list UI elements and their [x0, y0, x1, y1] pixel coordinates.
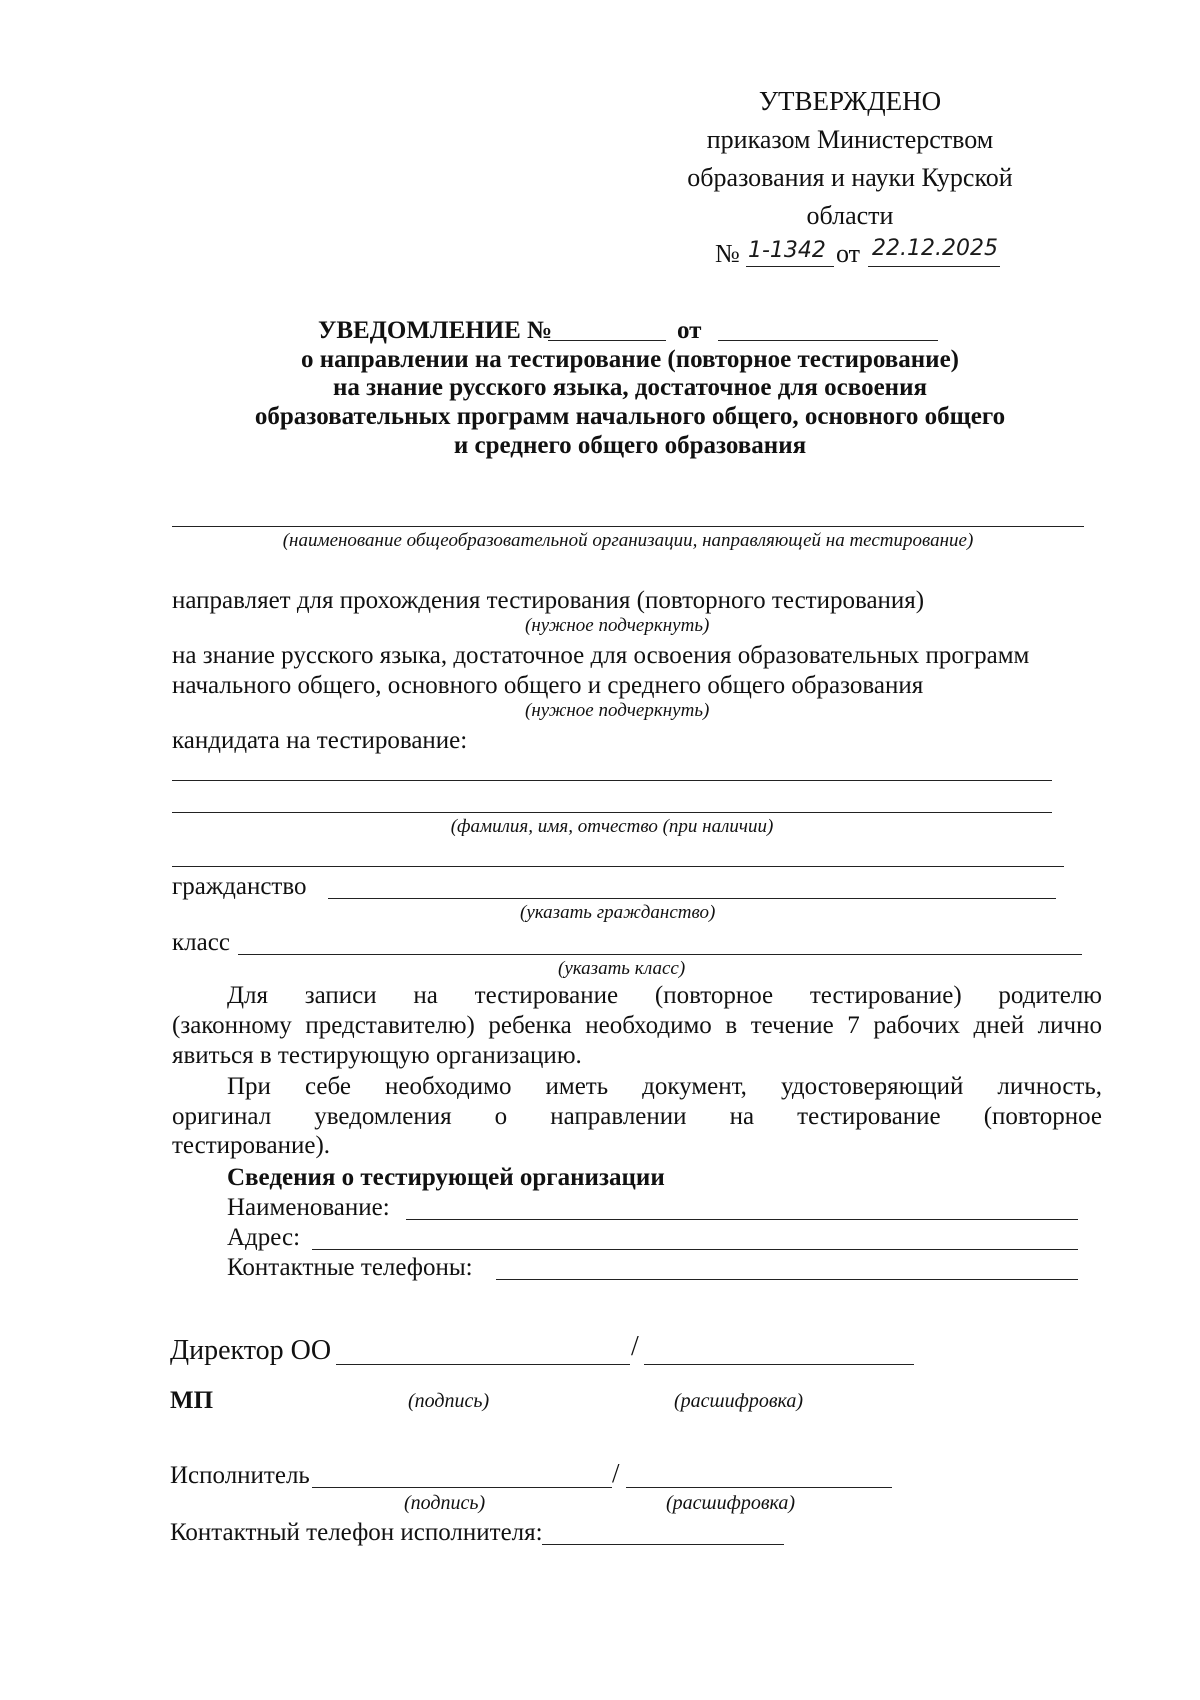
executor-slash: / — [612, 1458, 620, 1488]
executor-signature-caption: (подпись) — [404, 1492, 486, 1514]
testing-org-name-line — [406, 1219, 1078, 1220]
director-decoding-line — [644, 1364, 914, 1365]
class-label: класс — [172, 929, 230, 956]
approval-from-label: от — [836, 239, 861, 268]
knowledge-line1: на знание русского языка, достаточное для освоения образовательных программ — [172, 642, 1030, 669]
para2-line2: оригинал уведомления о направлении на тестирование (повторное — [172, 1103, 1102, 1130]
underline-note-2: (нужное подчеркнуть) — [525, 700, 710, 721]
testing-org-name-label: Наименование: — [227, 1194, 390, 1221]
approval-line3: области — [806, 201, 894, 230]
citizenship-caption: (указать гражданство) — [520, 902, 716, 923]
notice-date-line — [718, 340, 938, 341]
executor-phone-label: Контактный телефон исполнителя: — [170, 1519, 543, 1546]
candidate-label: кандидата на тестирование: — [172, 727, 468, 754]
title-line2: на знание русского языка, достаточное для освоения — [332, 374, 928, 401]
citizenship-line — [328, 898, 1056, 899]
para1-line3: явиться в тестирующую организацию. — [172, 1042, 582, 1069]
para1-line2: (законному представителю) ребенка необходимо в течение 7 рабочих дней лично — [172, 1012, 1102, 1039]
executor-signature-line — [312, 1487, 612, 1488]
stamp-label: МП — [170, 1387, 214, 1414]
para1-line1: Для записи на тестирование (повторное тестирование) родителю — [227, 982, 1102, 1009]
director-decoding-caption: (расшифровка) — [674, 1390, 804, 1412]
class-caption: (указать класс) — [558, 958, 686, 979]
sends-text: направляет для прохождения тестирования (повторного тестирования) — [172, 587, 925, 614]
approval-date-handwritten: 22.12.2025 — [872, 236, 998, 261]
fio-line-1 — [172, 780, 1052, 781]
knowledge-line2: начального общего, основного общего и среднего общего образования — [172, 672, 924, 699]
citizenship-label: гражданство — [172, 873, 307, 900]
executor-decoding-caption: (расшифровка) — [666, 1492, 796, 1514]
executor-decoding-line — [626, 1487, 892, 1488]
fio-caption: (фамилия, имя, отчество (при наличии) — [450, 816, 774, 837]
underline-note-1: (нужное подчеркнуть) — [525, 615, 710, 636]
para2-line1: При себе необходимо иметь документ, удостоверяющий личность, — [227, 1073, 1102, 1100]
notice-number-line — [548, 340, 666, 341]
executor-phone-line — [542, 1544, 784, 1545]
class-line — [238, 954, 1082, 955]
para2-line3: тестирование). — [172, 1132, 331, 1159]
org-caption: (наименование общеобразовательной организации, направляющей на тестирование) — [282, 530, 974, 551]
testing-org-address-line — [312, 1249, 1078, 1250]
testing-org-phones-label: Контактные телефоны: — [227, 1254, 473, 1281]
testing-org-address-label: Адрес: — [227, 1224, 301, 1251]
extra-line — [172, 866, 1064, 867]
director-signature-line — [336, 1364, 630, 1365]
approval-number-line — [746, 266, 834, 267]
director-label: Директор ОО — [170, 1335, 332, 1366]
approval-number-handwritten: 1-1342 — [748, 238, 826, 263]
director-slash: / — [631, 1331, 639, 1362]
approval-line2: образования и науки Курской — [687, 163, 1013, 192]
title-line4: и среднего общего образования — [453, 432, 807, 459]
title-line3: образовательных программ начального общего, основного общего — [254, 403, 1006, 430]
approval-date-line — [868, 266, 1000, 267]
director-signature-caption: (подпись) — [408, 1390, 490, 1412]
approval-no-label: № — [715, 239, 740, 268]
notice-title: УВЕДОМЛЕНИЕ № — [318, 317, 553, 344]
notice-from: от — [677, 317, 702, 344]
title-line1: о направлении на тестирование (повторное тестирование) — [300, 346, 959, 373]
org-name-line — [172, 526, 1084, 527]
approval-approved: УТВЕРЖДЕНО — [758, 86, 942, 116]
testing-org-phones-line — [496, 1279, 1078, 1280]
executor-label: Исполнитель — [170, 1462, 310, 1489]
approval-line1: приказом Министерством — [706, 125, 994, 154]
fio-line-2 — [172, 812, 1052, 813]
testing-org-heading: Сведения о тестирующей организации — [227, 1164, 665, 1191]
